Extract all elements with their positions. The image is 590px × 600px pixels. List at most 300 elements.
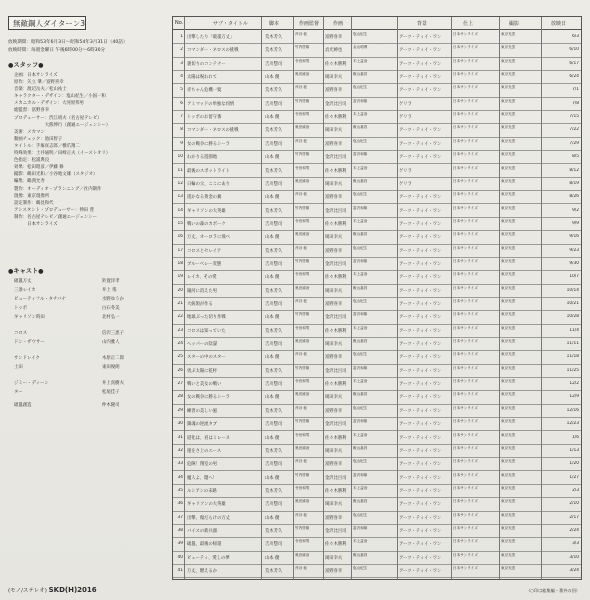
cell-director: 金沢比呂司	[325, 368, 347, 374]
cell-fin: 日本サンライズ	[453, 539, 478, 544]
cell-fin: 日本サンライズ	[453, 218, 478, 223]
staff-line: アシスタント・プロデューサー：伸田 豊	[14, 207, 94, 213]
cell-ed: 東京光雲	[501, 392, 516, 397]
cell-ed: 東京光雲	[501, 45, 516, 50]
cell-fin: 日本サンライズ	[453, 312, 478, 317]
cell-bg: アーツ・ティイ・ワン	[399, 555, 442, 561]
table-row	[173, 390, 581, 404]
cell-fin: 日本サンライズ	[453, 245, 478, 250]
cell-art: 飯山嘉昌	[353, 72, 368, 77]
cell-storyboard: 斧谷 稔	[295, 512, 307, 517]
cell-date: 8/12	[569, 167, 579, 173]
cell-director: 富野喜幸	[325, 515, 343, 521]
cell-director: 岡田幸夫	[325, 502, 343, 508]
cell-title: ギャリソンの大英雄	[187, 502, 226, 508]
cast-role: サンドレイク	[14, 356, 40, 361]
cell-bg: アーツ・ティイ・ワン	[399, 48, 442, 54]
cell-director: 岡田幸夫	[325, 75, 343, 81]
cell-no: 25	[177, 354, 183, 360]
cell-script: 荒木芳久	[265, 368, 283, 374]
cell-fin: 日本サンライズ	[453, 165, 478, 170]
cast-entry	[14, 305, 164, 314]
cell-bg: アーツ・ティイ・ワン	[399, 261, 442, 267]
column-header: 作画監督	[299, 21, 320, 27]
cell-bg: アーツ・ティイ・ワン	[399, 248, 442, 254]
staff-line: 特殊効果：土井通明／田崎正夫（イーストオリ）	[14, 151, 111, 157]
cast-actor: 井上真樹夫	[102, 381, 124, 386]
cell-director: 金沢比呂司	[325, 475, 347, 481]
cell-title: 赤ちゃん危機一髪	[187, 88, 222, 94]
cell-script: 荒木芳久	[265, 128, 283, 134]
cell-fin: 日本サンライズ	[453, 485, 478, 490]
cast-entry	[14, 364, 164, 373]
cell-no: 22	[177, 314, 183, 320]
cell-art: 飯山嘉昌	[353, 178, 368, 183]
cell-script: 吉川惣司	[265, 382, 283, 388]
table-row	[173, 217, 581, 231]
cell-ed: 東京光雲	[501, 112, 516, 117]
cell-script: 荒木芳久	[265, 408, 283, 414]
cell-art: 塩山紀生	[353, 299, 368, 303]
cast-heading: ●キャスト●	[8, 268, 44, 275]
cell-title: ビューティ、愛しの夢	[187, 555, 230, 561]
cell-director: 金沢比呂司	[325, 208, 347, 214]
cell-no: 16	[177, 234, 183, 240]
table-row	[173, 270, 581, 284]
cell-title: 出撃したり「破嵐万丈」	[187, 35, 235, 40]
cell-bg: アーツ・ティイ・ワン	[399, 355, 442, 361]
cell-storyboard: 寺田和男	[295, 58, 310, 63]
cell-ed: 東京光雲	[501, 365, 516, 370]
cell-no: 24	[177, 341, 183, 347]
table-row	[173, 350, 581, 364]
staff-line: プロデューサー：渋江靖夫（名古屋テレビ）	[14, 115, 102, 121]
cell-title: バイスの新兵器	[187, 528, 218, 534]
cell-fin: 日本サンライズ	[453, 352, 478, 357]
cell-no: 18	[177, 260, 183, 266]
cell-title: 遥かなる黄金の翼	[187, 195, 222, 201]
cell-bg: アーツ・ティイ・ワン	[399, 35, 442, 40]
staff-list	[14, 72, 164, 228]
cell-storyboard: 竹内啓雄	[295, 258, 310, 263]
cell-director: 岡田幸夫	[325, 181, 343, 187]
cell-art: 木上益治	[353, 379, 368, 384]
cell-director: 富野喜幸	[325, 302, 343, 307]
cell-title: ギャリソンの大英雄	[187, 208, 226, 214]
cell-art: 飯山嘉昌	[353, 232, 368, 237]
cast-actor: 木原正二郎	[102, 356, 124, 361]
cell-fin: 日本サンライズ	[453, 272, 478, 277]
cell-date: 2/3	[572, 487, 579, 493]
cell-fin: 日本サンライズ	[453, 525, 478, 530]
cell-title: 日輪の父、ここにあり	[187, 181, 230, 187]
cell-title: 運をさ上のエース	[187, 448, 222, 454]
cell-storyboard: 奥田誠治	[295, 125, 310, 130]
cell-fin: 日本サンライズ	[453, 58, 478, 63]
cell-bg: アーツ・ティイ・ワン	[399, 141, 442, 147]
cell-bg: アーツ・ティイ・ワン	[399, 488, 442, 494]
cell-ed: 東京光雲	[501, 485, 516, 490]
cell-art: 富沢和雄	[353, 152, 368, 157]
cell-script: 吉川惣司	[265, 61, 283, 67]
cell-bg: アーツ・ティイ・ワン	[399, 515, 442, 521]
cell-ed: 東京光雲	[501, 32, 516, 36]
cell-art: 富沢和雄	[353, 525, 368, 530]
cell-ed: 東京光雲	[501, 405, 516, 410]
broadcast-info	[8, 39, 168, 54]
cell-title: 出撃、傷だらけの万丈	[187, 515, 230, 521]
cell-director: 佐々木勝利	[325, 542, 347, 548]
cell-date: 9/16	[569, 234, 579, 240]
table-row	[173, 97, 581, 111]
cast-entry	[14, 314, 164, 323]
cell-storyboard: 奥田誠治	[295, 392, 310, 397]
cell-title: 勇ぶ太陽に乾杯	[187, 368, 218, 374]
cell-no: 40	[177, 554, 183, 560]
cell-storyboard: 斧谷 稔	[295, 192, 307, 197]
cell-ed: 東京光雲	[501, 312, 516, 317]
cell-director: 佐々木勝利	[325, 328, 347, 334]
column-divider	[261, 17, 262, 579]
cell-script: 山本 優	[265, 155, 280, 161]
cell-fin: 日本サンライズ	[453, 512, 478, 517]
cell-bg: アーツ・ティイ・ワン	[399, 502, 442, 508]
column-header: 脚本	[269, 21, 280, 27]
cast-role: ドン・ザウサー	[14, 340, 45, 345]
staff-line: 原作：矢立 肇／富野喜幸	[14, 80, 64, 86]
cell-fin: 日本サンライズ	[453, 339, 478, 344]
cell-storyboard: 奥田誠治	[295, 499, 310, 504]
cell-bg: ゲリラ	[399, 101, 412, 107]
table-row	[173, 137, 581, 151]
cell-title: アミマッドの単独な同情	[187, 101, 235, 107]
cell-storyboard: 竹内啓雄	[295, 98, 310, 103]
cell-ed: 東京光雲	[501, 98, 516, 103]
cell-fin: 日本サンライズ	[453, 566, 478, 570]
cell-art: 塩山紀生	[353, 138, 368, 143]
cell-storyboard: 寺田和男	[295, 112, 310, 117]
cell-fin: 日本サンライズ	[453, 325, 478, 330]
cell-art: 木上益治	[353, 272, 368, 277]
cell-ed: 東京光雲	[501, 445, 516, 450]
cast-role: 三条レイカ	[14, 288, 36, 293]
cell-ed: 東京光雲	[501, 525, 516, 530]
cell-director: 岡田幸夫	[325, 448, 343, 454]
cast-actor: 山内雅人	[102, 340, 120, 345]
cell-script: 荒木芳久	[265, 288, 283, 294]
cell-no: 30	[177, 421, 183, 427]
cell-storyboard: 斧谷 稔	[295, 352, 307, 357]
cast-role: 破嵐万丈	[14, 279, 32, 284]
cell-bg: ゲリラ	[399, 168, 412, 174]
cell-no: 41	[177, 568, 183, 573]
table-row	[173, 297, 581, 311]
cell-fin: 日本サンライズ	[453, 125, 478, 130]
cell-bg: ゲリラ	[399, 181, 412, 187]
cell-date: 7/15	[569, 114, 579, 120]
cell-director: 金沢比呂司	[325, 315, 347, 321]
cell-art: 塩山紀生	[353, 405, 368, 410]
cell-ed: 東京光雲	[501, 85, 516, 90]
cell-date: 3/3	[572, 541, 579, 547]
cell-title: 魔人よ、闇へ！	[187, 475, 218, 481]
column-header: 背景	[417, 21, 428, 27]
cell-script: 荒木芳久	[265, 48, 283, 54]
cast-entry	[14, 339, 164, 348]
column-divider	[397, 17, 398, 579]
cell-bg: アーツ・ティイ・ワン	[399, 221, 442, 227]
cell-no: 5	[180, 87, 183, 93]
table-row	[173, 324, 581, 338]
catalog-number	[8, 586, 97, 594]
cell-storyboard: 奥田誠治	[295, 72, 310, 77]
cell-date: 8/19	[569, 180, 579, 186]
cell-ed: 東京光雲	[501, 419, 516, 424]
staff-line: 総監督：富野喜幸	[14, 108, 50, 114]
cell-script: 吉川惣司	[265, 302, 283, 307]
table-row	[173, 57, 581, 71]
table-row	[173, 484, 581, 498]
cell-storyboard: 竹内啓雄	[295, 525, 310, 530]
cell-fin: 日本サンライズ	[453, 45, 478, 50]
cell-no: 12	[177, 180, 183, 186]
staff-line: 美術：メカマン	[14, 129, 45, 135]
table-row	[173, 204, 581, 218]
staff-heading: ●スタッフ●	[8, 62, 44, 69]
staff-line: 編集：鶴渕允寿	[14, 179, 45, 185]
cell-storyboard: 寺田和男	[295, 379, 310, 384]
cell-date: 11/25	[566, 367, 579, 373]
cell-director: 佐々木勝利	[325, 115, 347, 121]
cell-fin: 日本サンライズ	[453, 379, 478, 384]
cell-no: 4	[180, 74, 183, 80]
table-row	[173, 43, 581, 57]
cell-art: 金山明博	[353, 45, 368, 50]
cell-art: 塩山紀生	[353, 512, 368, 517]
cell-title: 裏切りのコンテナー	[187, 61, 226, 67]
cell-date: 2/17	[569, 514, 579, 520]
column-header: 作画	[333, 21, 344, 27]
cell-script: 荒木芳久	[265, 528, 283, 534]
cell-fin: 日本サンライズ	[453, 32, 478, 36]
cell-script: 山本 優	[265, 395, 280, 401]
cell-script: 山本 優	[265, 235, 280, 241]
cast-role: トッポ	[14, 306, 28, 311]
cell-bg: アーツ・ティイ・ワン	[399, 75, 442, 81]
table-row	[173, 457, 581, 471]
cell-art: 富沢和雄	[353, 258, 368, 263]
cell-art: 飯山嘉昌	[353, 339, 368, 344]
cell-script: 荒木芳久	[265, 248, 283, 254]
table-row	[173, 404, 581, 418]
cell-ed: 東京光雲	[501, 218, 516, 223]
cell-art: 飯山嘉昌	[353, 552, 368, 557]
cell-ed: 東京光雲	[501, 232, 516, 237]
staff-line: 音楽：渡辺岳夫／松山祐士	[14, 87, 67, 93]
cell-fin: 日本サンライズ	[453, 299, 478, 303]
broadcast-time: 放映時間：毎週金曜日 午後6時00分～6時30分	[8, 47, 106, 53]
cell-storyboard: 斧谷 稔	[295, 299, 307, 303]
cell-bg: アーツ・ティイ・ワン	[399, 368, 442, 374]
cell-ed: 東京光雲	[501, 552, 516, 557]
staff-line: キャラクター・デザイン：塩山紀生／小国一和	[14, 94, 106, 100]
cell-date: 10/28	[566, 314, 579, 320]
cell-ed: 東京光雲	[501, 152, 516, 157]
cell-script: 山本 優	[265, 75, 280, 81]
cell-bg: アーツ・ティイ・ワン	[399, 208, 442, 214]
cell-ed: 東京光雲	[501, 138, 516, 143]
cell-art: 木上益治	[353, 325, 368, 330]
footer-note: （○印は総集編・番外の回）	[526, 588, 580, 593]
cell-fin: 日本サンライズ	[453, 138, 478, 143]
cell-date: 6/3	[572, 34, 579, 39]
cell-art: 木上益治	[353, 58, 368, 63]
cell-script: 吉川惣司	[265, 261, 283, 267]
cell-no: 17	[177, 247, 183, 253]
cell-art: 塩山紀生	[353, 85, 368, 90]
cell-storyboard: 竹内啓雄	[295, 152, 310, 157]
cell-ed: 東京光雲	[501, 566, 516, 570]
cell-date: 8/26	[569, 194, 579, 200]
cell-date: 9/9	[572, 220, 579, 226]
cell-script: 荒木芳久	[265, 35, 283, 40]
cell-no: 13	[177, 194, 183, 200]
cell-script: 山本 優	[265, 435, 280, 441]
cell-director: 富野喜幸	[325, 408, 343, 414]
table-row	[173, 431, 581, 445]
cell-bg: アーツ・ティイ・ワン	[399, 155, 442, 161]
cell-storyboard: 竹内啓雄	[295, 419, 310, 424]
cell-fin: 日本サンライズ	[453, 192, 478, 197]
cell-date: 2/24	[569, 527, 579, 533]
cell-art: 塩山紀生	[353, 352, 368, 357]
cell-bg: アーツ・ティイ・ワン	[399, 61, 442, 67]
cast-entry	[14, 287, 164, 296]
table-row	[173, 471, 581, 485]
cell-fin: 日本サンライズ	[453, 459, 478, 464]
cell-ed: 東京光雲	[501, 432, 516, 437]
table-row	[173, 110, 581, 124]
cell-script: 山本 優	[265, 555, 280, 561]
table-row	[173, 70, 581, 84]
cell-director: 岡田幸夫	[325, 128, 343, 134]
cell-ed: 東京光雲	[501, 178, 516, 183]
cell-storyboard: 奥田誠治	[295, 285, 310, 290]
cell-date: 2/10	[569, 501, 579, 507]
cell-date: 10/14	[566, 287, 579, 293]
staff-line: 設定制作：鶴見和代	[14, 200, 54, 206]
table-row	[173, 337, 581, 351]
cell-date: 7/22	[569, 127, 579, 133]
cell-fin: 日本サンライズ	[453, 232, 478, 237]
cell-art: 塩山紀生	[353, 32, 368, 36]
table-row	[173, 257, 581, 271]
column-header: 撮影	[509, 21, 520, 27]
cell-ed: 東京光雲	[501, 58, 516, 63]
cell-title: 道化は、君はミレーヌ	[187, 435, 230, 441]
cell-script: 山本 優	[265, 475, 280, 481]
staff-line: 企画：日本サンライズ	[14, 73, 58, 78]
cell-fin: 日本サンライズ	[453, 552, 478, 557]
cell-title: 戦いの森のカボーク	[187, 221, 226, 227]
table-row	[173, 164, 581, 178]
cell-bg: アーツ・ティイ・ワン	[399, 275, 442, 281]
cell-storyboard: 寺田和男	[295, 539, 310, 544]
cell-bg: アーツ・ティイ・ワン	[399, 475, 442, 481]
cell-ed: 東京光雲	[501, 72, 516, 77]
cell-director: 富野喜幸	[325, 88, 343, 94]
cell-script: 荒木芳久	[265, 488, 283, 494]
cell-ed: 東京光雲	[501, 165, 516, 170]
cell-storyboard: 奥田誠治	[295, 232, 310, 237]
cell-ed: 東京光雲	[501, 379, 516, 384]
cell-bg: アーツ・ティイ・ワン	[399, 128, 442, 134]
series-title: 無敵鋼人ダイターン3	[8, 16, 86, 30]
cell-ed: 東京光雲	[501, 499, 516, 504]
column-header: 放映日	[551, 21, 567, 27]
table-row	[173, 497, 581, 511]
cell-title: 破嵐、最後の帰還	[187, 542, 222, 548]
cell-script: 山本 優	[265, 195, 280, 201]
catalog-prefix: (モノ/ステレオ)	[8, 588, 47, 594]
cell-script: 山本 優	[265, 115, 280, 121]
table-row	[173, 310, 581, 324]
cell-no: 37	[177, 514, 183, 520]
cast-actor: 北村弘一	[102, 315, 120, 320]
cell-storyboard: 斧谷 稔	[295, 138, 307, 143]
cell-bg: アーツ・ティイ・ワン	[399, 302, 442, 307]
cell-director: 富野喜幸	[325, 35, 343, 40]
cell-storyboard: 奥田誠治	[295, 552, 310, 557]
cell-title: 女の戦争に勝るシーラ	[187, 141, 230, 147]
cell-title: わかりる遊園地	[187, 155, 218, 161]
cell-art: 木上益治	[353, 165, 368, 170]
cell-date: 1/13	[569, 447, 579, 453]
cell-no: 1	[180, 34, 183, 39]
column-divider	[323, 17, 324, 579]
cast-actor: 白石冬美	[102, 306, 120, 311]
cell-bg: アーツ・ティイ・ワン	[399, 315, 442, 321]
cell-script: 山本 優	[265, 515, 280, 521]
cell-storyboard: 寺田和男	[295, 485, 310, 490]
cell-director: 富野喜幸	[325, 141, 343, 147]
cell-director: 金沢比呂司	[325, 261, 347, 267]
cell-date: 7/8	[572, 100, 579, 106]
cell-art: 塩山紀生	[353, 245, 368, 250]
cast-actor: 鈴置洋孝	[102, 279, 120, 284]
cast-actor: 松尾佳子	[102, 390, 120, 395]
cell-no: 8	[180, 127, 183, 133]
cell-director: 富野喜幸	[325, 248, 343, 254]
cell-date: 10/7	[569, 274, 579, 280]
cell-script: 吉川惣司	[265, 422, 283, 428]
cell-no: 19	[177, 274, 183, 280]
cell-bg: アーツ・ティイ・ワン	[399, 382, 442, 388]
cell-fin: 日本サンライズ	[453, 178, 478, 183]
cell-storyboard: 竹内啓雄	[295, 312, 310, 317]
cell-bg: アーツ・ティイ・ワン	[399, 422, 442, 428]
cell-date: 12/9	[569, 394, 579, 400]
cell-storyboard: 寺田和男	[295, 165, 310, 170]
cell-no: 38	[177, 527, 183, 533]
cast-actor: 井上 瑤	[102, 288, 117, 293]
cell-script: 山本 優	[265, 355, 280, 361]
cell-director: 佐々木勝利	[325, 221, 347, 227]
cell-ed: 東京光雲	[501, 539, 516, 544]
cell-date: 8/5	[572, 154, 579, 160]
cell-no: 26	[177, 367, 183, 373]
cast-actor: 水野ゆうか	[102, 297, 124, 302]
